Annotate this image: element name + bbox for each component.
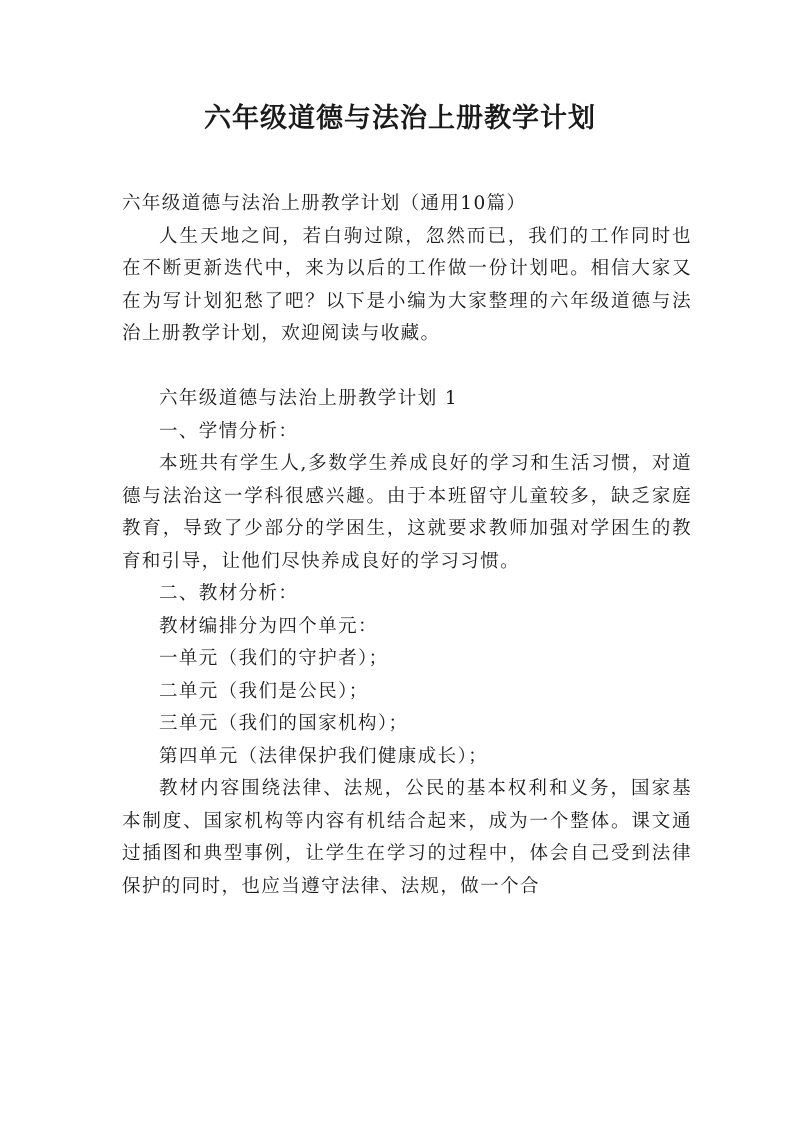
unit-item-3: 三单元（我们的国家机构）； bbox=[159, 713, 409, 734]
unit-item-2: 二单元（我们是公民）； bbox=[159, 680, 369, 702]
content-paragraph: 教材内容围绕法律、法规，公民的基本权利和义务，国家基本制度、国家机构等内容有机结合起来，成为一个整体。课文通过插图和典型事例，让学生在学习的过程中，体会自己受到法律保护的同时，也应当遵守法律、法规，做一个合 bbox=[122, 778, 692, 897]
document-title: 六年级道德与法治上册教学计划 bbox=[204, 103, 596, 134]
part1-paragraph: 本班共有学生人,多数学生养成良好的学习和生活习惯，对道德与法治这一学科很感兴趣。由于本班留守儿童较多，缺乏家庭教育，导致了少部分的学困生，这就要求教师加强对学困生的教育和引导，让他们尽快养成良好的学习习惯。 bbox=[122, 453, 692, 572]
section-heading: 六年级道德与法治上册教学计划 1 bbox=[159, 388, 459, 409]
unit-item-4: 第四单元（法律保护我们健康成长）； bbox=[159, 745, 489, 767]
units-intro: 教材编排分为四个单元： bbox=[159, 615, 378, 637]
intro-paragraph: 人生天地之间，若白驹过隙，忽然而已，我们的工作同时也在不断更新迭代中，来为以后的工作做一份计划吧。相信大家又在为写计划犯愁了吧？以下是小编为大家整理的六年级道德与法治上册教学计划，欢迎阅读与收藏。 bbox=[122, 225, 692, 344]
unit-item-1: 一单元（我们的守护者）； bbox=[159, 648, 389, 669]
paragraph-gap bbox=[122, 351, 692, 384]
part1-heading: 一、学情分析： bbox=[159, 420, 299, 442]
part2-heading: 二、教材分析： bbox=[159, 583, 299, 604]
document-subtitle: 六年级道德与法治上册教学计划（通用10篇） bbox=[122, 193, 527, 214]
document-body bbox=[122, 188, 692, 903]
